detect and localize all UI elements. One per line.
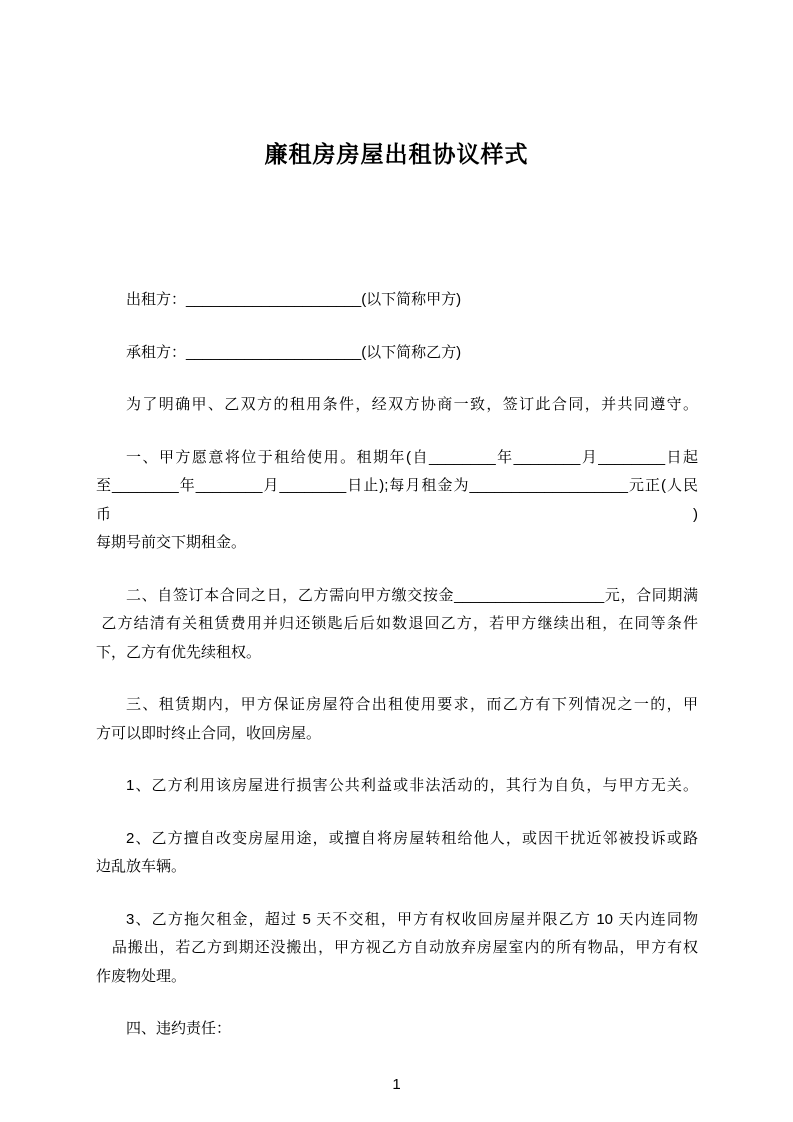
- clause-4-line-1: 四、违约责任：: [126, 1020, 232, 1037]
- item-1-line-1: 1、乙方利用该房屋进行损害公共利益或非法活动的，其行为自负，与甲方无关。: [126, 777, 698, 794]
- item-3-line-2: 品搬出，若乙方到期还没搬出，甲方视乙方自动放弃房屋室内的所有物品，甲方有权: [96, 939, 698, 956]
- paragraph-clause-1: [96, 444, 698, 558]
- clause-2-line-1: 二、自签订本合同之日，乙方需向甲方缴交按金__________________元，合同期满: [126, 586, 698, 604]
- paragraph-item-1: [96, 772, 698, 801]
- clause-3-line-2: 方可以即时终止合同，收回房屋。: [96, 724, 322, 742]
- preamble-line: 为了明确甲、乙双方的租用条件，经双方协商一致，签订此合同，并共同遵守。: [126, 396, 698, 413]
- page-number: 1: [392, 1075, 401, 1093]
- paragraph-clause-2: [96, 582, 698, 668]
- paragraph-lessee: [96, 339, 698, 368]
- paragraph-preamble: [96, 391, 698, 420]
- item-2-line-1: 2、乙方擅自改变房屋用途，或擅自将房屋转租给他人，或因干扰近邻被投诉或路: [126, 829, 698, 847]
- item-2-line-2: 边乱放车辆。: [96, 858, 187, 875]
- clause-2-line-3: 下，乙方有优先续租权。: [96, 643, 262, 661]
- paragraph-lessor: [96, 286, 698, 315]
- clause-1-line-2: 至________年________月________日止);每月租金为___________________元正(人民币): [96, 477, 698, 523]
- doc-title: 廉租房房屋出租协议样式: [264, 141, 529, 167]
- paragraph-clause-4: [96, 1015, 698, 1044]
- paragraph-item-3: [96, 906, 698, 992]
- item-3-line-3: 作废物处理。: [96, 967, 187, 985]
- clause-2-line-2: 乙方结清有关租赁费用并归还锁匙后后如数退回乙方，若甲方继续出租，在同等条件: [96, 615, 698, 632]
- paragraph-clause-3: [96, 691, 698, 748]
- clause-1-line-1: 一、甲方愿意将位于租给使用。租期年(自________年________月________日起: [126, 448, 698, 466]
- clause-1-line-3: 每期号前交下期租金。: [96, 534, 247, 551]
- item-3-line-1: 3、乙方拖欠租金，超过 5 天不交租，甲方有权收回房屋并限乙方 10 天内连同物: [126, 910, 698, 928]
- lessor-line: 出租方：_____________________(以下简称甲方): [126, 291, 462, 308]
- clause-3-line-1: 三、租赁期内，甲方保证房屋符合出租使用要求，而乙方有下列情况之一的，甲: [126, 696, 698, 713]
- paragraph-item-2: [96, 825, 698, 882]
- lessee-line: 承租方：_____________________(以下简称乙方): [126, 343, 462, 361]
- doc-body: [0, 286, 793, 1044]
